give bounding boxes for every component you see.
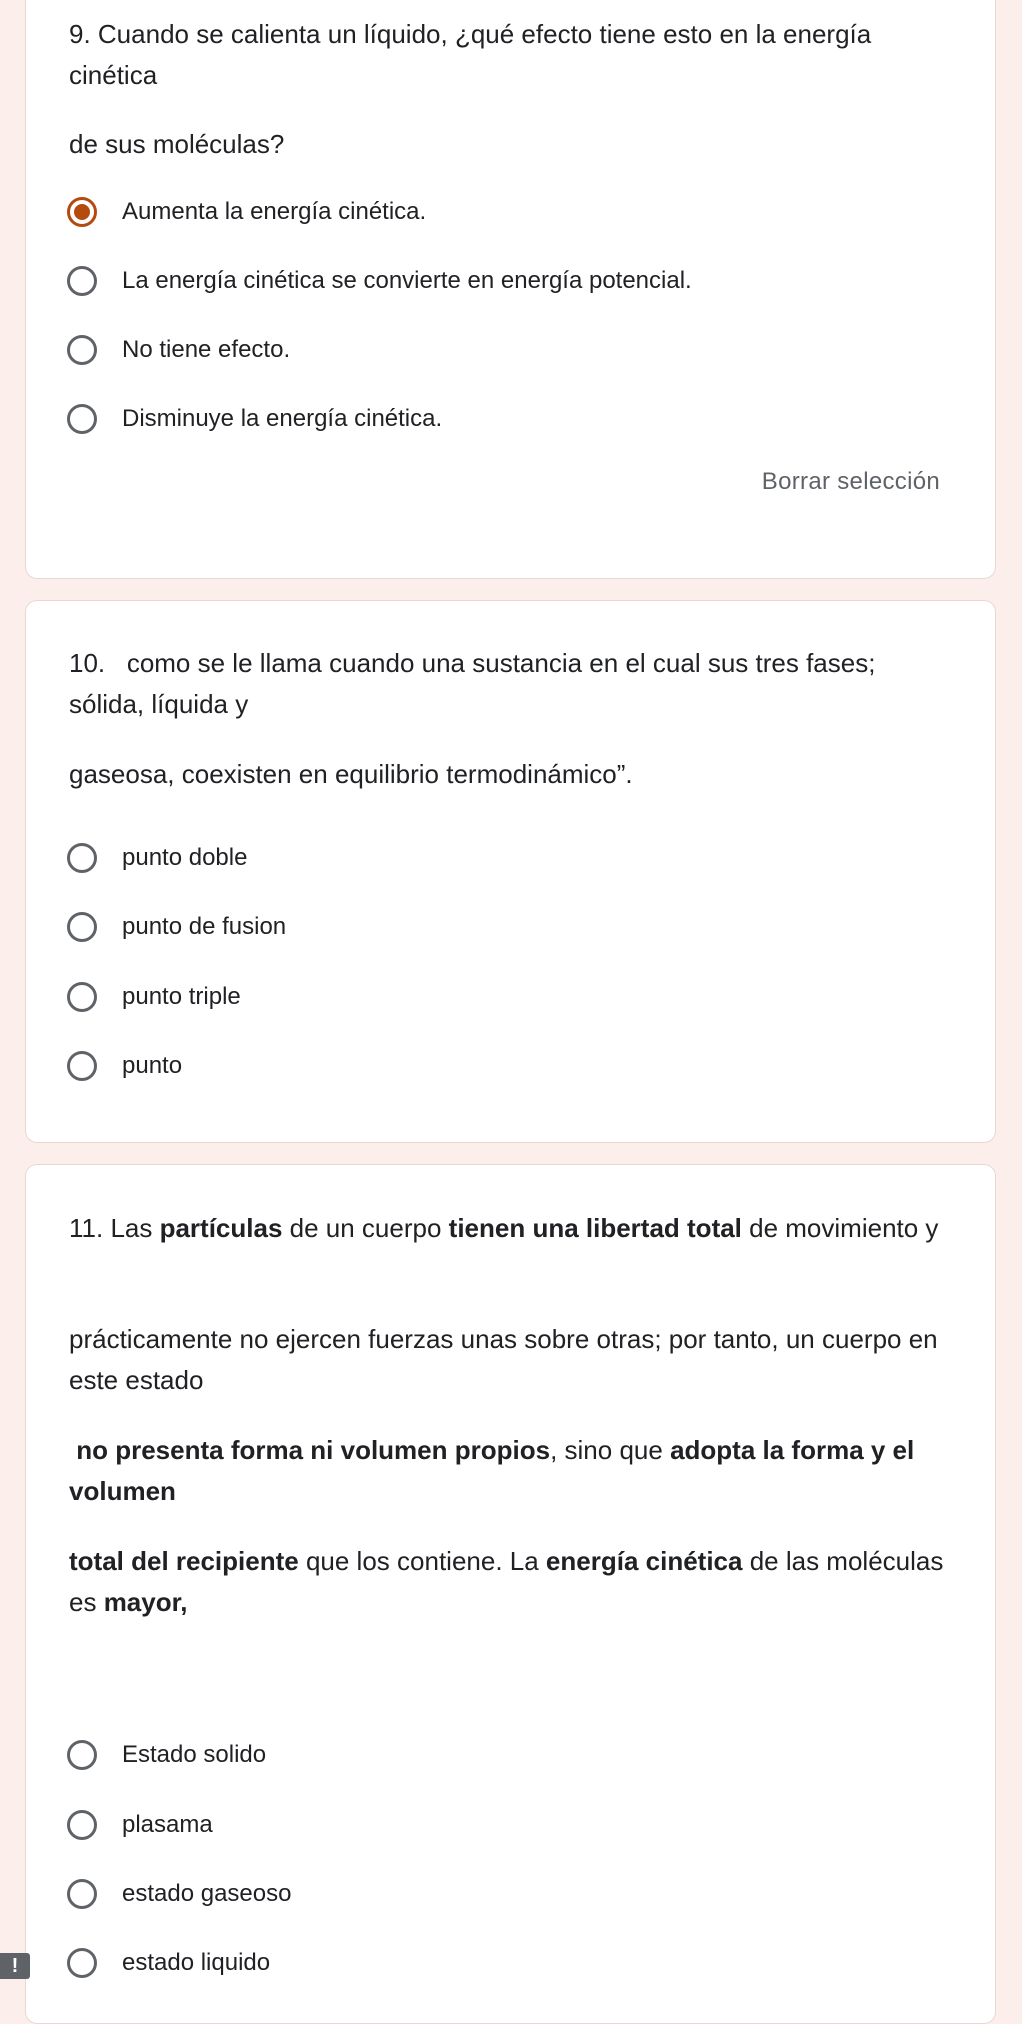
option-label: plasama [122, 1811, 213, 1838]
q10-option-2[interactable] [67, 907, 286, 947]
radio-icon[interactable] [67, 1051, 97, 1081]
q9-option-4[interactable] [67, 399, 442, 439]
radio-icon[interactable] [67, 982, 97, 1012]
q9-option-3[interactable] [67, 330, 290, 370]
question-11-paragraph-2: prácticamente no ejercen fuerzas unas sobre otras; por tanto, un cuerpo en este estado [69, 1324, 938, 1395]
question-11-paragraph-3: no presenta forma ni volumen propios, sino que adopta la forma y el volumen [69, 1435, 922, 1506]
question-9-title: 9. Cuando se calienta un líquido, ¿qué efecto tiene esto en la energía cinética [69, 19, 872, 90]
option-label: Aumenta la energía cinética. [122, 198, 427, 225]
q9-option-2[interactable] [67, 261, 692, 301]
radio-icon[interactable] [67, 1740, 97, 1770]
clear-selection-button[interactable]: Borrar selección [761, 468, 940, 495]
option-label: Disminuye la energía cinética. [122, 405, 443, 432]
q10-option-3[interactable] [67, 977, 241, 1017]
radio-icon[interactable] [67, 1879, 97, 1909]
question-card-10 [25, 600, 996, 1143]
warning-icon[interactable]: ! [0, 1953, 30, 1979]
question-9-title-cont: de sus moléculas? [69, 129, 285, 159]
radio-icon[interactable] [67, 1948, 97, 1978]
q11-option-4[interactable] [67, 1943, 270, 1983]
q11-option-3[interactable] [67, 1874, 291, 1914]
q9-option-1[interactable] [67, 192, 426, 232]
option-label: punto de fusion [122, 913, 287, 940]
radio-icon[interactable] [67, 843, 97, 873]
question-10-title: 10. como se le llama cuando una sustancia en el cual sus tres fases; sólida, líquida y [69, 648, 876, 719]
radio-icon[interactable] [67, 912, 97, 942]
option-label: No tiene efecto. [122, 336, 291, 363]
option-label: Estado solido [122, 1741, 267, 1768]
radio-icon[interactable] [67, 1810, 97, 1840]
question-card-9 [25, 0, 996, 579]
option-label: punto doble [122, 844, 248, 871]
option-label: La energía cinética se convierte en energía potencial. [122, 267, 692, 294]
option-label: estado gaseoso [122, 1880, 292, 1907]
radio-icon[interactable] [67, 335, 97, 365]
option-label: estado liquido [122, 1949, 271, 1976]
radio-checked-icon[interactable] [67, 197, 97, 227]
q11-option-2[interactable] [67, 1805, 213, 1845]
question-11-paragraph-1: 11. Las partículas de un cuerpo tienen una libertad total de movimiento y [69, 1213, 939, 1243]
q11-option-1[interactable] [67, 1735, 266, 1775]
question-10-title-cont: gaseosa, coexisten en equilibrio termodinámico”. [69, 759, 633, 789]
option-label: punto triple [122, 983, 241, 1010]
radio-icon[interactable] [67, 266, 97, 296]
question-11-paragraph-4: total del recipiente que los contiene. La energía cinética de las moléculas es mayor, [69, 1546, 944, 1617]
question-card-11 [25, 1164, 996, 2024]
option-label: punto [122, 1052, 183, 1079]
q10-option-4[interactable] [67, 1046, 182, 1086]
radio-icon[interactable] [67, 404, 97, 434]
q10-option-1[interactable] [67, 838, 247, 878]
